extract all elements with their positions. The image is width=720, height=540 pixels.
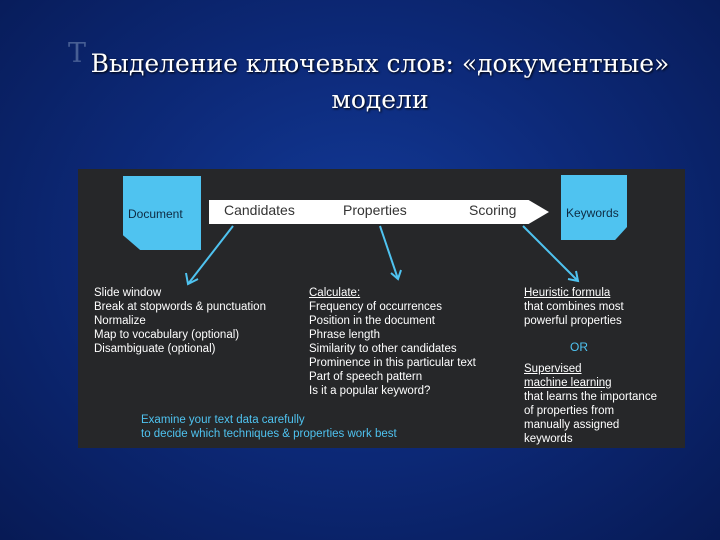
list-item: Map to vocabulary (optional) [94,329,240,341]
list-item: Is it a popular keyword? [309,385,431,397]
examine-note [141,413,397,441]
scoring-option-heuristic [524,286,624,328]
list-item: Position in the document [309,315,435,327]
list-item: of properties from [524,405,615,417]
list-item: Normalize [94,315,146,327]
or-label: OR [570,340,588,354]
list-item: manually assigned [524,419,620,431]
document-label: Document [128,207,183,221]
pipeline-scoring: Scoring [469,202,517,218]
scoring-option-supervised [524,362,657,446]
slide-title-line2: модели [331,85,429,114]
list-item: Heuristic formula [524,287,611,299]
list-item: Phrase length [309,329,380,341]
list-item: Break at stopwords & punctuation [94,301,266,313]
pipeline-properties: Properties [343,202,407,218]
pipeline-candidates: Candidates [224,202,295,218]
list-item: Prominence in this particular text [309,357,476,369]
list-item: Similarity to other candidates [309,343,457,355]
slide-title [40,46,720,118]
list-item: Frequency of occurrences [309,301,442,313]
list-item: machine learning [524,377,612,389]
arrow-properties [380,226,398,279]
list-item: Calculate: [309,287,361,299]
list-item: keywords [524,433,573,445]
list-item: that learns the importance [524,391,657,403]
title-shadow-text: Т [68,38,87,69]
list-item: powerful properties [524,315,622,327]
list-item: Disambiguate (optional) [94,343,216,355]
list-item: Part of speech pattern [309,371,423,383]
chalkboard-image [78,169,685,448]
keywords-label: Keywords [566,206,619,220]
list-item: Supervised [524,363,582,375]
slide-title-line1: Выделение ключевых слов: «документные» [90,49,670,78]
list-item: that combines most [524,301,624,313]
note-line: to decide which techniques & properties work best [141,428,397,440]
note-line: Examine your text data carefully [141,414,305,426]
candidates-steps [94,286,266,356]
properties-steps [309,286,476,398]
list-item: Slide window [94,287,162,299]
